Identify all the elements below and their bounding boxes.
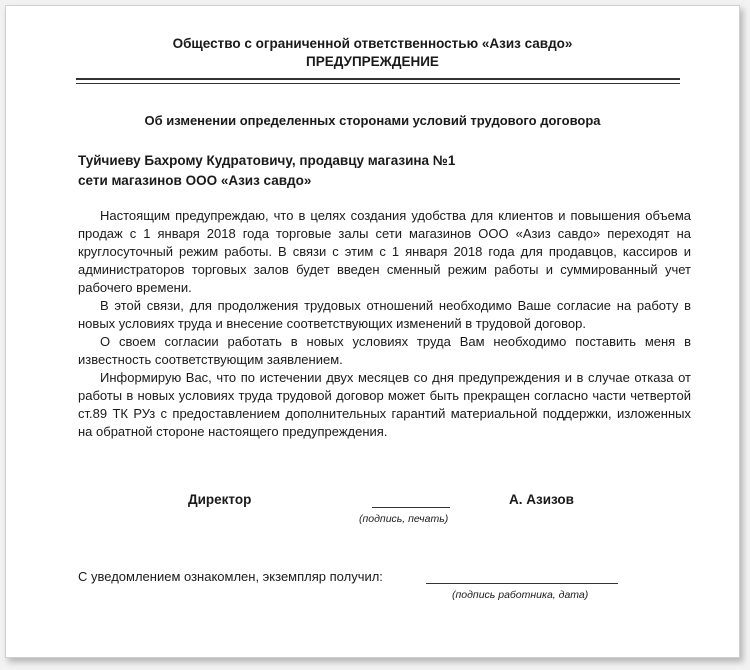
acknowledgement-signature-line [426, 583, 618, 584]
document-subject: Об изменении определенных сторонами условий трудового договора [144, 113, 601, 128]
body-paragraph-3: О своем согласии работать в новых условиях труда Вам необходимо поставить меня в известность соответствующим заявлением. [78, 334, 691, 367]
body-paragraph-4: Информирую Вас, что по истечении двух месяцев со дня предупреждения и в случае отказа от работы в новых условиях труда трудовой договор может быть прекращен согласно части четвертой ст.89 ТК РУз с предоставлением дополнительных гарантий материальной поддержки, изложенных на обратной стороне настоящего предупреждения. [78, 370, 691, 439]
organization-name: Общество с ограниченной ответственностью «Азиз савдо» [172, 36, 573, 51]
document-page [5, 5, 740, 658]
signature-line [372, 507, 450, 508]
acknowledgement-hint: (подпись работника, дата) [452, 589, 589, 601]
body-text [78, 207, 691, 441]
addressee-line-1: Туйчиеву Бахрому Кудратовичу, продавцу магазина №1 [78, 153, 456, 168]
header-rule-thick [76, 78, 680, 80]
document-title: ПРЕДУПРЕЖДЕНИЕ [306, 54, 439, 69]
acknowledgement-text: С уведомлением ознакомлен, экземпляр получил: [78, 569, 383, 584]
addressee-block [78, 151, 455, 191]
signer-name: А. Азизов [509, 492, 574, 507]
header-rule-thin [76, 83, 680, 84]
body-paragraph-2: В этой связи, для продолжения трудовых отношений необходимо Ваше согласие на работу в новых условиях труда и внесение соответствующих изменений в трудовой договор. [78, 298, 691, 331]
signature-hint: (подпись, печать) [359, 513, 449, 525]
addressee-line-2: сети магазинов ООО «Азиз савдо» [78, 173, 312, 188]
signer-role: Директор [188, 492, 252, 507]
body-paragraph-1: Настоящим предупреждаю, что в целях создания удобства для клиентов и повышения объема продаж с 1 января 2018 года торговые залы сети магазинов ООО «Азиз савдо» переходят на круглосуточный режим работы. В связи с этим с 1 января 2018 года для продавцов, кассиров и администраторов торговых залов будет введен сменный режим работы и суммированный учет рабочего времени. [78, 208, 691, 295]
